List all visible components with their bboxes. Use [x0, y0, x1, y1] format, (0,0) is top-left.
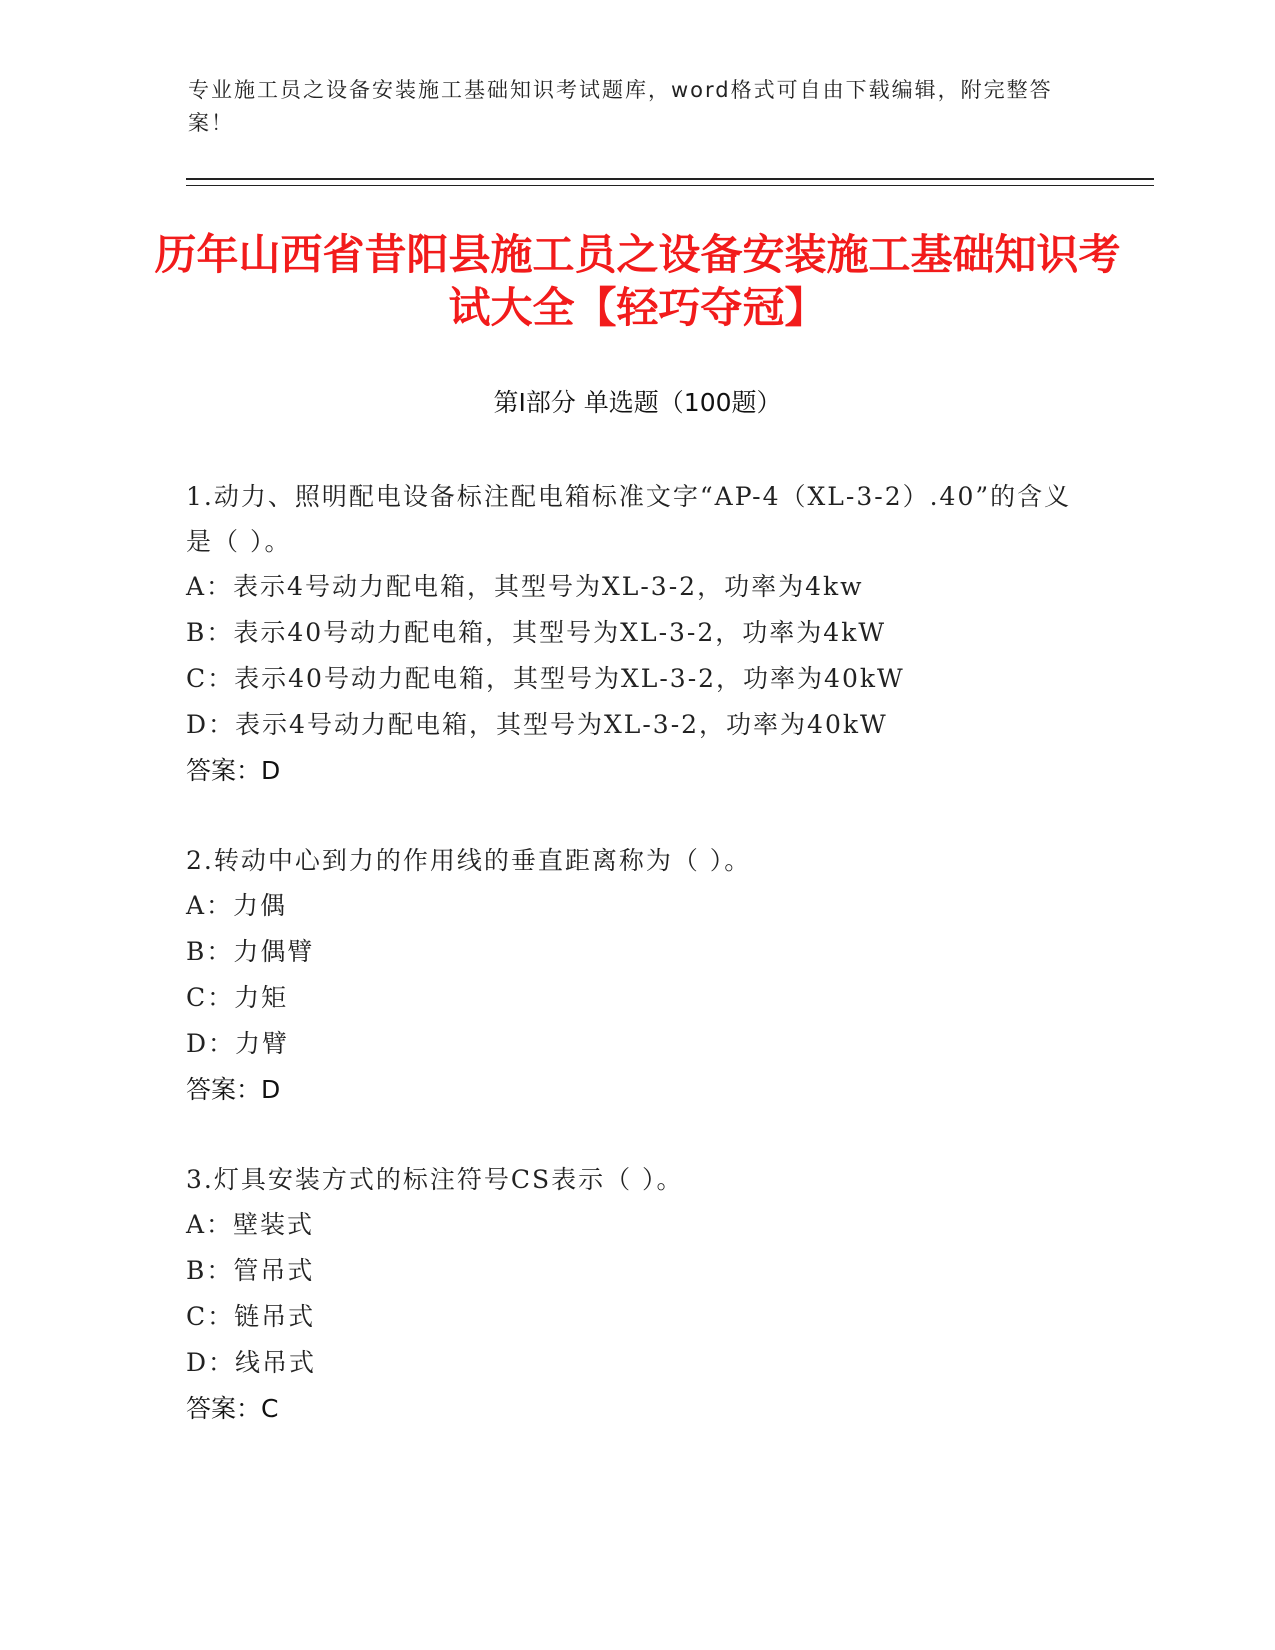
header-rule-thin — [186, 185, 1154, 186]
option-a: A：力偶 — [186, 891, 288, 920]
header-note: 专业施工员之设备安装施工基础知识考试题库，word格式可自由下载编辑，附完整答案！ — [188, 78, 1053, 135]
option-d: D：线吊式 — [186, 1348, 317, 1377]
option-a: A：表示4号动力配电箱，其型号为XL-3-2，功率为4kw — [186, 572, 864, 601]
section-title: 第Ⅰ部分 单选题（100题） — [493, 388, 782, 417]
option-c: C：链吊式 — [186, 1302, 316, 1331]
option-d: D：表示4号动力配电箱，其型号为XL-3-2，功率为40kW — [186, 710, 888, 739]
answer: 答案：D — [186, 1075, 281, 1104]
question-stem: 1.动力、照明配电设备标注配电箱标准文字“AP-4（XL-3-2）.40”的含义是（ ）。 — [186, 482, 1072, 556]
header-rule-thick — [186, 178, 1154, 180]
option-c: C：力矩 — [186, 983, 289, 1012]
answer: 答案：C — [186, 1394, 279, 1423]
option-b: B：表示40号动力配电箱，其型号为XL-3-2，功率为4kW — [186, 618, 887, 647]
option-b: B：管吊式 — [186, 1256, 315, 1285]
question-stem: 2.转动中心到力的作用线的垂直距离称为（ ）。 — [186, 846, 752, 875]
option-b: B：力偶臂 — [186, 937, 315, 966]
question-1 — [186, 474, 1086, 794]
option-a: A：壁装式 — [186, 1210, 315, 1239]
answer: 答案：D — [186, 756, 281, 785]
question-2 — [186, 838, 1086, 1113]
document-title: 历年山西省昔阳县施工员之设备安装施工基础知识考试大全【轻巧夺冠】 — [154, 230, 1121, 332]
option-c: C：表示40号动力配电箱，其型号为XL-3-2，功率为40kW — [186, 664, 905, 693]
option-d: D：力臂 — [186, 1029, 290, 1058]
question-stem: 3.灯具安装方式的标注符号CS表示（ ）。 — [186, 1165, 684, 1194]
question-3 — [186, 1157, 1086, 1432]
